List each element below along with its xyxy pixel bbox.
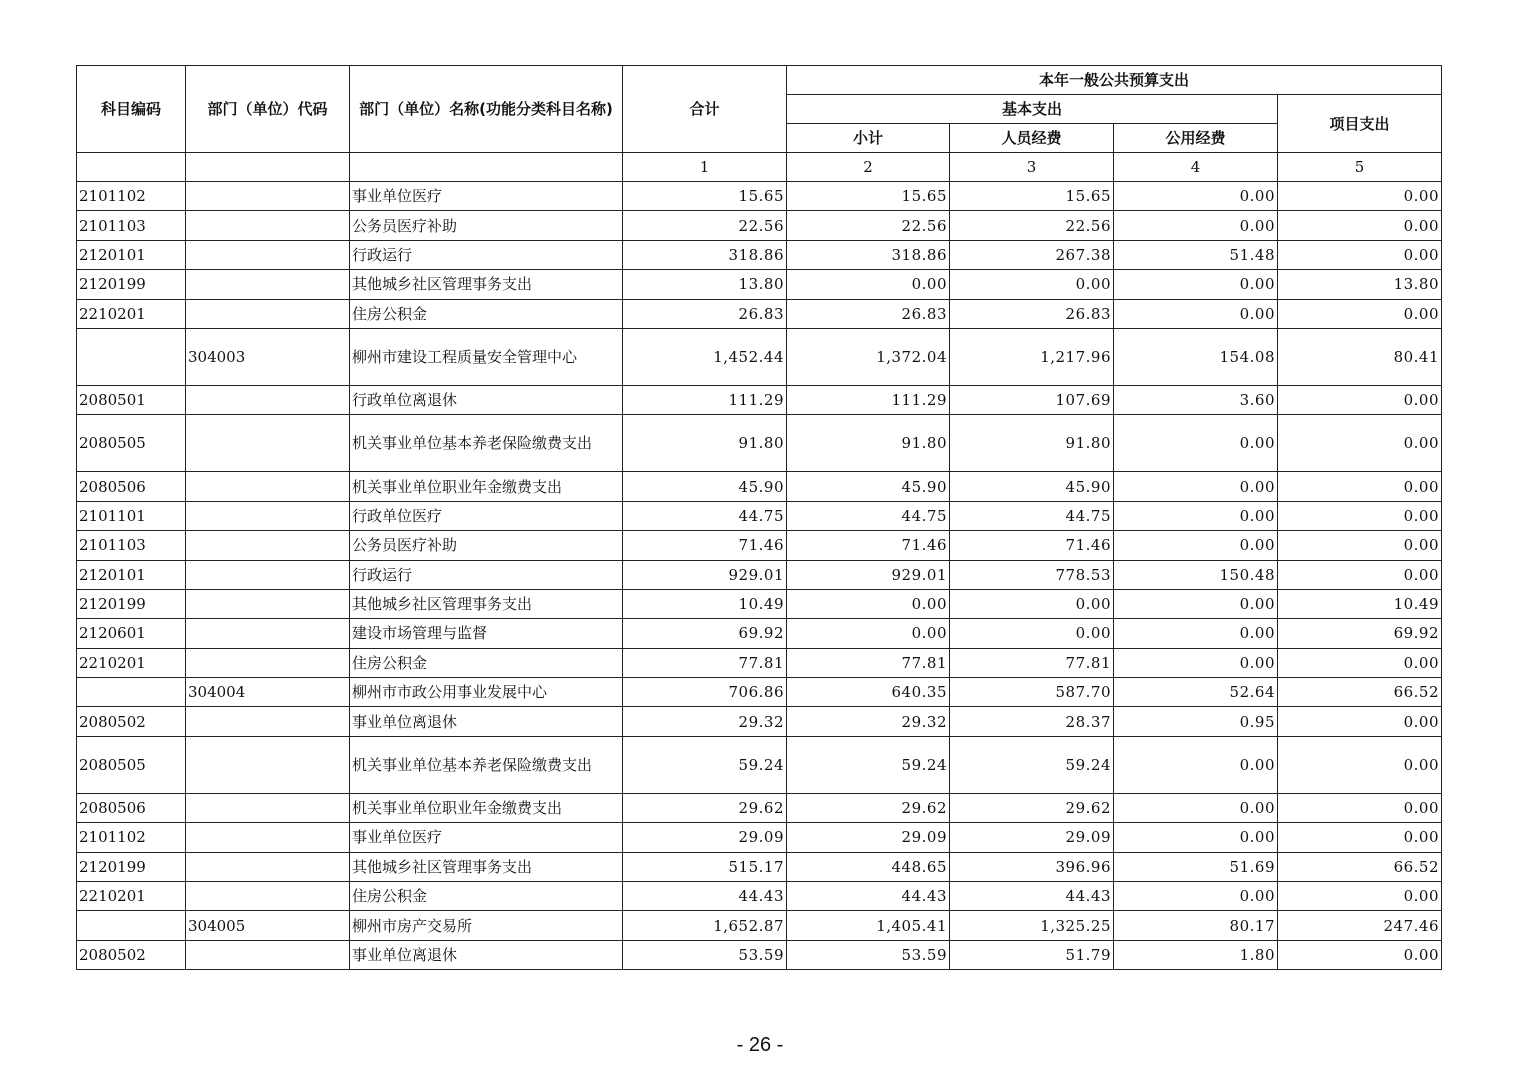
- cell-project: 0.00: [1278, 882, 1442, 911]
- cell-personnel: 15.65: [950, 182, 1114, 211]
- cell-personnel: 28.37: [950, 707, 1114, 736]
- cell-personnel: 26.83: [950, 299, 1114, 328]
- cell-project: 0.00: [1278, 707, 1442, 736]
- table-row: [77, 648, 1442, 677]
- cell-subtotal: 29.62: [787, 793, 950, 822]
- cell-subject-code: [77, 328, 186, 385]
- cell-public: 0.00: [1114, 531, 1278, 560]
- cell-public: 0.00: [1114, 299, 1278, 328]
- table-row: [77, 560, 1442, 589]
- cell-public: 0.00: [1114, 472, 1278, 501]
- cell-dept-code: [186, 793, 350, 822]
- cell-name: 机关事业单位基本养老保险缴费支出: [350, 736, 623, 793]
- cell-name: 柳州市建设工程质量安全管理中心: [350, 328, 623, 385]
- cell-dept-code: [186, 240, 350, 269]
- cell-name: 行政单位医疗: [350, 501, 623, 530]
- table-row: [77, 328, 1442, 385]
- cell-public: 0.00: [1114, 270, 1278, 299]
- cell-name: 事业单位离退休: [350, 940, 623, 969]
- cell-public: 0.00: [1114, 882, 1278, 911]
- cell-subtotal: 111.29: [787, 385, 950, 414]
- cell-project: 0.00: [1278, 415, 1442, 472]
- cell-public: 0.00: [1114, 648, 1278, 677]
- cell-personnel: 77.81: [950, 648, 1114, 677]
- cell-subject-code: 2120199: [77, 589, 186, 618]
- cell-total: 318.86: [623, 240, 787, 269]
- cell-subtotal: 640.35: [787, 678, 950, 707]
- cell-total: 29.32: [623, 707, 787, 736]
- column-number-row: [77, 153, 1442, 182]
- cell-subject-code: 2210201: [77, 882, 186, 911]
- table-row: [77, 299, 1442, 328]
- cell-project: 247.46: [1278, 911, 1442, 940]
- cell-project: 0.00: [1278, 531, 1442, 560]
- cell-public: 51.69: [1114, 852, 1278, 881]
- cell-subtotal: 0.00: [787, 619, 950, 648]
- cell-name: 机关事业单位职业年金缴费支出: [350, 472, 623, 501]
- cell-subject-code: 2101103: [77, 531, 186, 560]
- table-row: [77, 911, 1442, 940]
- cell-total: 111.29: [623, 385, 787, 414]
- cell-subtotal: 448.65: [787, 852, 950, 881]
- cell-subject-code: 2080505: [77, 736, 186, 793]
- cell-personnel: 267.38: [950, 240, 1114, 269]
- header-general-budget: 本年一般公共预算支出: [787, 66, 1442, 95]
- cell-name: 住房公积金: [350, 299, 623, 328]
- cell-subtotal: 1,405.41: [787, 911, 950, 940]
- cell-subtotal: 59.24: [787, 736, 950, 793]
- table-row: [77, 240, 1442, 269]
- cell-subject-code: 2080501: [77, 385, 186, 414]
- cell-personnel: 107.69: [950, 385, 1114, 414]
- cell-subject-code: 2210201: [77, 299, 186, 328]
- table-header: [77, 66, 1442, 182]
- cell-project: 0.00: [1278, 793, 1442, 822]
- header-subtotal: 小计: [787, 124, 950, 153]
- table-row: [77, 736, 1442, 793]
- table-row: [77, 270, 1442, 299]
- cell-personnel: 91.80: [950, 415, 1114, 472]
- table-row: [77, 472, 1442, 501]
- cell-personnel: 51.79: [950, 940, 1114, 969]
- cell-subtotal: 53.59: [787, 940, 950, 969]
- cell-subtotal: 29.09: [787, 823, 950, 852]
- cell-subject-code: 2120101: [77, 560, 186, 589]
- cell-public: 0.95: [1114, 707, 1278, 736]
- cell-dept-code: [186, 385, 350, 414]
- cell-personnel: 29.62: [950, 793, 1114, 822]
- table-row: [77, 589, 1442, 618]
- cell-name: 住房公积金: [350, 648, 623, 677]
- cell-personnel: 778.53: [950, 560, 1114, 589]
- header-dept-name: 部门（单位）名称(功能分类科目名称): [350, 66, 623, 153]
- cell-name: 柳州市房产交易所: [350, 911, 623, 940]
- cell-dept-code: [186, 182, 350, 211]
- cell-subject-code: [77, 678, 186, 707]
- cell-total: 10.49: [623, 589, 787, 618]
- cell-project: 0.00: [1278, 940, 1442, 969]
- cell-total: 29.09: [623, 823, 787, 852]
- cell-dept-code: [186, 531, 350, 560]
- col-number-blank: [186, 153, 350, 182]
- cell-total: 69.92: [623, 619, 787, 648]
- col-number: 1: [623, 153, 787, 182]
- cell-project: 0.00: [1278, 240, 1442, 269]
- cell-project: 66.52: [1278, 678, 1442, 707]
- header-dept-code: 部门（单位）代码: [186, 66, 350, 153]
- cell-project: 0.00: [1278, 501, 1442, 530]
- cell-total: 22.56: [623, 211, 787, 240]
- table-row: [77, 707, 1442, 736]
- cell-subject-code: 2120601: [77, 619, 186, 648]
- cell-name: 事业单位离退休: [350, 707, 623, 736]
- cell-total: 1,452.44: [623, 328, 787, 385]
- header-basic-expenditure: 基本支出: [787, 95, 1278, 124]
- table-row: [77, 619, 1442, 648]
- table-body: [77, 182, 1442, 970]
- cell-subtotal: 77.81: [787, 648, 950, 677]
- cell-subject-code: 2120199: [77, 852, 186, 881]
- cell-project: 0.00: [1278, 299, 1442, 328]
- cell-dept-code: [186, 299, 350, 328]
- table-row: [77, 385, 1442, 414]
- cell-project: 0.00: [1278, 648, 1442, 677]
- cell-total: 91.80: [623, 415, 787, 472]
- cell-total: 706.86: [623, 678, 787, 707]
- cell-name: 行政单位离退休: [350, 385, 623, 414]
- cell-public: 154.08: [1114, 328, 1278, 385]
- cell-personnel: 71.46: [950, 531, 1114, 560]
- cell-name: 行政运行: [350, 240, 623, 269]
- cell-subtotal: 91.80: [787, 415, 950, 472]
- cell-subject-code: 2080502: [77, 707, 186, 736]
- cell-project: 0.00: [1278, 560, 1442, 589]
- cell-dept-code: [186, 823, 350, 852]
- cell-project: 80.41: [1278, 328, 1442, 385]
- cell-total: 71.46: [623, 531, 787, 560]
- cell-personnel: 1,217.96: [950, 328, 1114, 385]
- cell-name: 其他城乡社区管理事务支出: [350, 270, 623, 299]
- cell-subtotal: 0.00: [787, 589, 950, 618]
- header-subject-code: 科目编码: [77, 66, 186, 153]
- cell-dept-code: [186, 882, 350, 911]
- cell-name: 柳州市市政公用事业发展中心: [350, 678, 623, 707]
- cell-dept-code: [186, 736, 350, 793]
- cell-dept-code: [186, 648, 350, 677]
- cell-dept-code: 304005: [186, 911, 350, 940]
- cell-subject-code: 2210201: [77, 648, 186, 677]
- cell-personnel: 396.96: [950, 852, 1114, 881]
- cell-subtotal: 15.65: [787, 182, 950, 211]
- cell-public: 80.17: [1114, 911, 1278, 940]
- cell-dept-code: [186, 940, 350, 969]
- table-row: [77, 852, 1442, 881]
- cell-subtotal: 44.75: [787, 501, 950, 530]
- cell-dept-code: [186, 211, 350, 240]
- col-number: 3: [950, 153, 1114, 182]
- cell-subtotal: 0.00: [787, 270, 950, 299]
- cell-name: 事业单位医疗: [350, 182, 623, 211]
- header-public: 公用经费: [1114, 124, 1278, 153]
- col-number: 2: [787, 153, 950, 182]
- page-number: - 26 -: [736, 1034, 784, 1056]
- cell-personnel: 44.75: [950, 501, 1114, 530]
- cell-public: 0.00: [1114, 823, 1278, 852]
- cell-total: 15.65: [623, 182, 787, 211]
- cell-project: 13.80: [1278, 270, 1442, 299]
- col-number-blank: [77, 153, 186, 182]
- cell-total: 29.62: [623, 793, 787, 822]
- table-row: [77, 678, 1442, 707]
- cell-personnel: 587.70: [950, 678, 1114, 707]
- cell-total: 515.17: [623, 852, 787, 881]
- budget-table: [76, 65, 1442, 970]
- col-number: 5: [1278, 153, 1442, 182]
- table-row: [77, 182, 1442, 211]
- cell-name: 其他城乡社区管理事务支出: [350, 852, 623, 881]
- table-row: [77, 793, 1442, 822]
- cell-personnel: 0.00: [950, 589, 1114, 618]
- cell-public: 0.00: [1114, 182, 1278, 211]
- cell-total: 59.24: [623, 736, 787, 793]
- cell-project: 66.52: [1278, 852, 1442, 881]
- table-row: [77, 531, 1442, 560]
- cell-dept-code: [186, 707, 350, 736]
- col-number: 4: [1114, 153, 1278, 182]
- cell-subject-code: [77, 911, 186, 940]
- cell-project: 0.00: [1278, 211, 1442, 240]
- cell-subtotal: 71.46: [787, 531, 950, 560]
- cell-subject-code: 2101102: [77, 823, 186, 852]
- cell-name: 机关事业单位基本养老保险缴费支出: [350, 415, 623, 472]
- cell-total: 929.01: [623, 560, 787, 589]
- cell-total: 26.83: [623, 299, 787, 328]
- cell-project: 0.00: [1278, 823, 1442, 852]
- cell-project: 0.00: [1278, 472, 1442, 501]
- cell-subtotal: 44.43: [787, 882, 950, 911]
- cell-project: 0.00: [1278, 385, 1442, 414]
- cell-subject-code: 2120199: [77, 270, 186, 299]
- cell-subject-code: 2101101: [77, 501, 186, 530]
- cell-subtotal: 318.86: [787, 240, 950, 269]
- cell-subject-code: 2080502: [77, 940, 186, 969]
- cell-public: 0.00: [1114, 211, 1278, 240]
- cell-personnel: 29.09: [950, 823, 1114, 852]
- cell-total: 45.90: [623, 472, 787, 501]
- cell-personnel: 22.56: [950, 211, 1114, 240]
- cell-public: 1.80: [1114, 940, 1278, 969]
- cell-public: 51.48: [1114, 240, 1278, 269]
- cell-name: 公务员医疗补助: [350, 531, 623, 560]
- table-row: [77, 501, 1442, 530]
- col-number-blank: [350, 153, 623, 182]
- cell-subject-code: 2101103: [77, 211, 186, 240]
- cell-total: 44.43: [623, 882, 787, 911]
- cell-dept-code: [186, 852, 350, 881]
- cell-public: 3.60: [1114, 385, 1278, 414]
- cell-personnel: 1,325.25: [950, 911, 1114, 940]
- cell-subtotal: 45.90: [787, 472, 950, 501]
- header-project-expenditure: 项目支出: [1278, 95, 1442, 153]
- cell-name: 其他城乡社区管理事务支出: [350, 589, 623, 618]
- cell-total: 1,652.87: [623, 911, 787, 940]
- cell-public: 52.64: [1114, 678, 1278, 707]
- cell-dept-code: [186, 589, 350, 618]
- table-row: [77, 882, 1442, 911]
- cell-dept-code: 304004: [186, 678, 350, 707]
- cell-subject-code: 2101102: [77, 182, 186, 211]
- cell-subtotal: 29.32: [787, 707, 950, 736]
- cell-public: 0.00: [1114, 415, 1278, 472]
- cell-public: 0.00: [1114, 501, 1278, 530]
- cell-dept-code: [186, 270, 350, 299]
- cell-dept-code: [186, 560, 350, 589]
- cell-subtotal: 929.01: [787, 560, 950, 589]
- cell-subject-code: 2080505: [77, 415, 186, 472]
- table-row: [77, 211, 1442, 240]
- cell-name: 建设市场管理与监督: [350, 619, 623, 648]
- table-row: [77, 415, 1442, 472]
- cell-name: 住房公积金: [350, 882, 623, 911]
- cell-subtotal: 1,372.04: [787, 328, 950, 385]
- cell-personnel: 44.43: [950, 882, 1114, 911]
- cell-dept-code: 304003: [186, 328, 350, 385]
- cell-public: 0.00: [1114, 589, 1278, 618]
- cell-project: 69.92: [1278, 619, 1442, 648]
- cell-project: 10.49: [1278, 589, 1442, 618]
- cell-subject-code: 2080506: [77, 472, 186, 501]
- cell-total: 44.75: [623, 501, 787, 530]
- cell-dept-code: [186, 501, 350, 530]
- cell-subtotal: 22.56: [787, 211, 950, 240]
- cell-personnel: 59.24: [950, 736, 1114, 793]
- cell-project: 0.00: [1278, 736, 1442, 793]
- cell-project: 0.00: [1278, 182, 1442, 211]
- cell-dept-code: [186, 619, 350, 648]
- table-row: [77, 823, 1442, 852]
- cell-subject-code: 2080506: [77, 793, 186, 822]
- cell-subtotal: 26.83: [787, 299, 950, 328]
- cell-total: 77.81: [623, 648, 787, 677]
- cell-personnel: 45.90: [950, 472, 1114, 501]
- cell-dept-code: [186, 415, 350, 472]
- cell-name: 行政运行: [350, 560, 623, 589]
- cell-name: 公务员医疗补助: [350, 211, 623, 240]
- cell-public: 0.00: [1114, 793, 1278, 822]
- header-personnel: 人员经费: [950, 124, 1114, 153]
- cell-name: 机关事业单位职业年金缴费支出: [350, 793, 623, 822]
- cell-total: 13.80: [623, 270, 787, 299]
- cell-personnel: 0.00: [950, 619, 1114, 648]
- table-row: [77, 940, 1442, 969]
- cell-public: 0.00: [1114, 736, 1278, 793]
- cell-dept-code: [186, 472, 350, 501]
- cell-name: 事业单位医疗: [350, 823, 623, 852]
- header-total: 合计: [623, 66, 787, 153]
- cell-total: 53.59: [623, 940, 787, 969]
- cell-public: 150.48: [1114, 560, 1278, 589]
- cell-personnel: 0.00: [950, 270, 1114, 299]
- cell-public: 0.00: [1114, 619, 1278, 648]
- cell-subject-code: 2120101: [77, 240, 186, 269]
